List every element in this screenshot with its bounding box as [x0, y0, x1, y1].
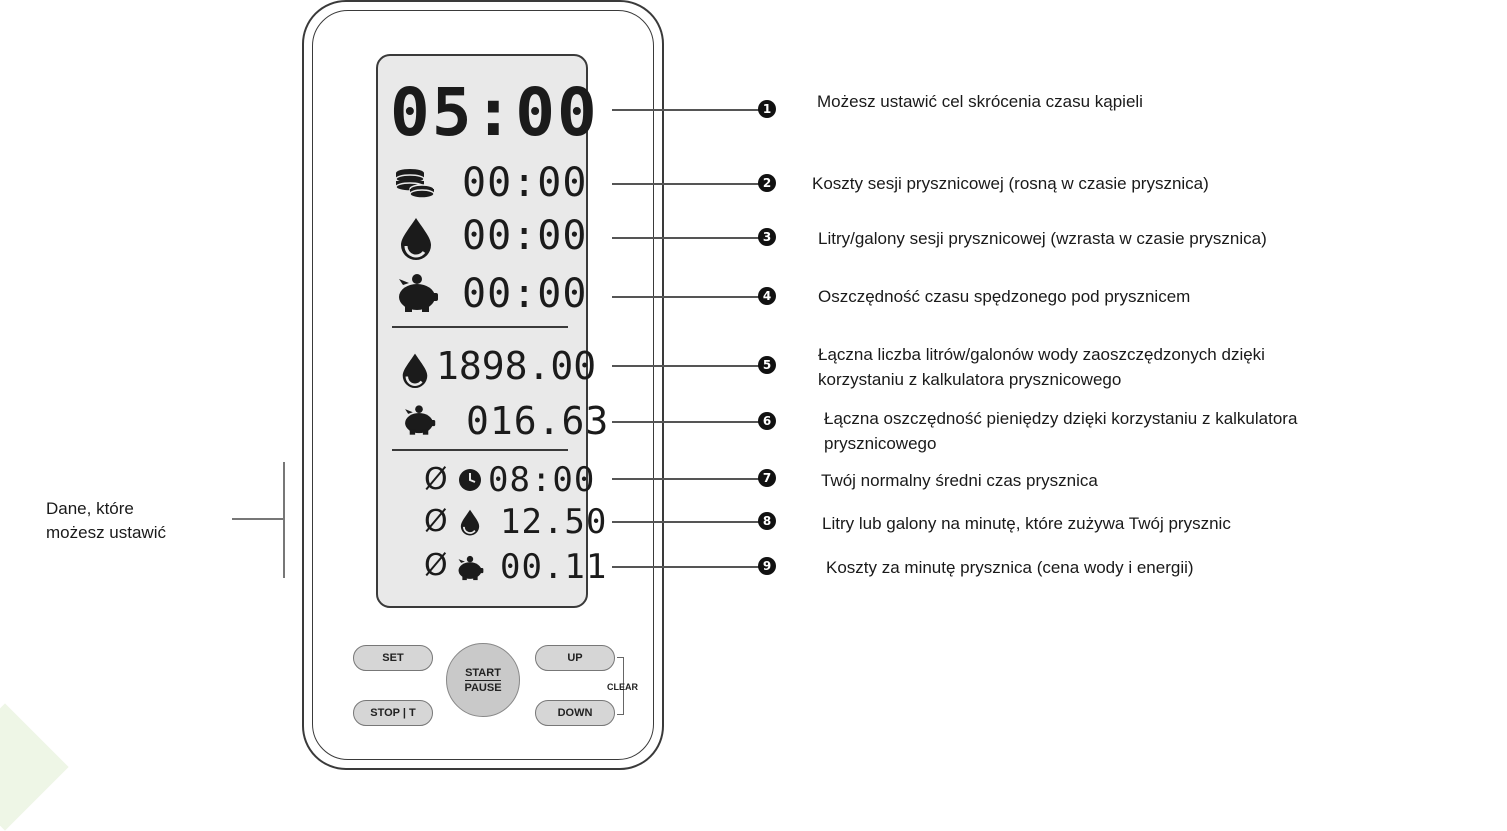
callout-number-5: 5: [758, 356, 776, 374]
total-water-saved-display: 1898.00: [436, 344, 597, 388]
start-label: START: [465, 666, 501, 679]
coins-icon: [392, 167, 436, 199]
main-timer-display: 05:00: [390, 74, 599, 151]
down-button[interactable]: DOWN: [535, 700, 615, 726]
avg-shower-time-display: 08:00: [488, 460, 596, 500]
set-button[interactable]: SET: [353, 645, 433, 671]
piggy-bank-icon: [456, 555, 484, 581]
callout-number-1: 1: [758, 100, 776, 118]
total-money-saved-display: 016.63: [466, 399, 610, 443]
pause-label: PAUSE: [464, 681, 502, 694]
avg-flow-display: 12.50: [500, 502, 608, 542]
leader-line-2: [612, 183, 760, 185]
up-button[interactable]: UP: [535, 645, 615, 671]
settable-data-label: Dane, które możesz ustawić: [46, 499, 166, 542]
callout-number-9: 9: [758, 557, 776, 575]
callout-number-6: 6: [758, 412, 776, 430]
callout-number-8: 8: [758, 512, 776, 530]
average-symbol: Ø: [424, 462, 448, 497]
callout-text-9: Koszty za minutę prysznica (cena wody i energii): [826, 558, 1194, 577]
callout-number-7: 7: [758, 469, 776, 487]
settable-data-bracket-tick: [232, 518, 284, 520]
average-symbol: Ø: [424, 504, 448, 539]
callout-number-3: 3: [758, 228, 776, 246]
clock-icon: [458, 468, 482, 492]
callout-number-2: 2: [758, 174, 776, 192]
callout-text-6: Łączna oszczędność pieniędzy dzięki korzystaniu z kalkulatora prysznicowego: [824, 409, 1298, 453]
leader-line-4: [612, 296, 760, 298]
savings-display: 00:00: [462, 271, 588, 317]
corner-decoration: [0, 703, 69, 830]
water-drop-icon: [459, 508, 481, 536]
water-drop-icon: [398, 216, 434, 260]
leader-line-8: [612, 521, 760, 523]
stop-button[interactable]: STOP | T: [353, 700, 433, 726]
leader-line-9: [612, 566, 760, 568]
settable-data-bracket: [283, 462, 285, 578]
leader-line-6: [612, 421, 760, 423]
callout-text-3: Litry/galony sesji prysznicowej (wzrasta w czasie prysznica): [818, 229, 1267, 248]
callout-number-4: 4: [758, 287, 776, 305]
screen-divider-2: [392, 449, 568, 451]
callout-text-7: Twój normalny średni czas prysznica: [821, 471, 1098, 490]
piggy-bank-icon: [395, 273, 439, 313]
average-symbol: Ø: [424, 548, 448, 583]
liters-display: 00:00: [462, 213, 588, 259]
screen-divider-1: [392, 326, 568, 328]
callout-text-5: Łączna liczba litrów/galonów wody zaoszczędzonych dzięki korzystaniu z kalkulatora prysznicowego: [818, 345, 1265, 389]
leader-line-1: [612, 109, 760, 111]
clear-label: CLEAR: [607, 682, 638, 692]
callout-text-2: Koszty sesji prysznicowej (rosną w czasie prysznica): [812, 174, 1209, 193]
callout-text-4: Oszczędność czasu spędzonego pod prysznicem: [818, 287, 1191, 306]
piggy-bank-icon: [402, 404, 436, 436]
start-pause-button[interactable]: [446, 643, 520, 717]
callout-text-1: Możesz ustawić cel skrócenia czasu kąpieli: [817, 92, 1143, 111]
leader-line-7: [612, 478, 760, 480]
callout-text-8: Litry lub galony na minutę, które zużywa Twój prysznic: [822, 514, 1231, 533]
leader-line-3: [612, 237, 760, 239]
avg-cost-display: 00.11: [500, 547, 608, 587]
water-drop-icon: [400, 352, 430, 388]
leader-line-5: [612, 365, 760, 367]
cost-display: 00:00: [462, 160, 588, 206]
